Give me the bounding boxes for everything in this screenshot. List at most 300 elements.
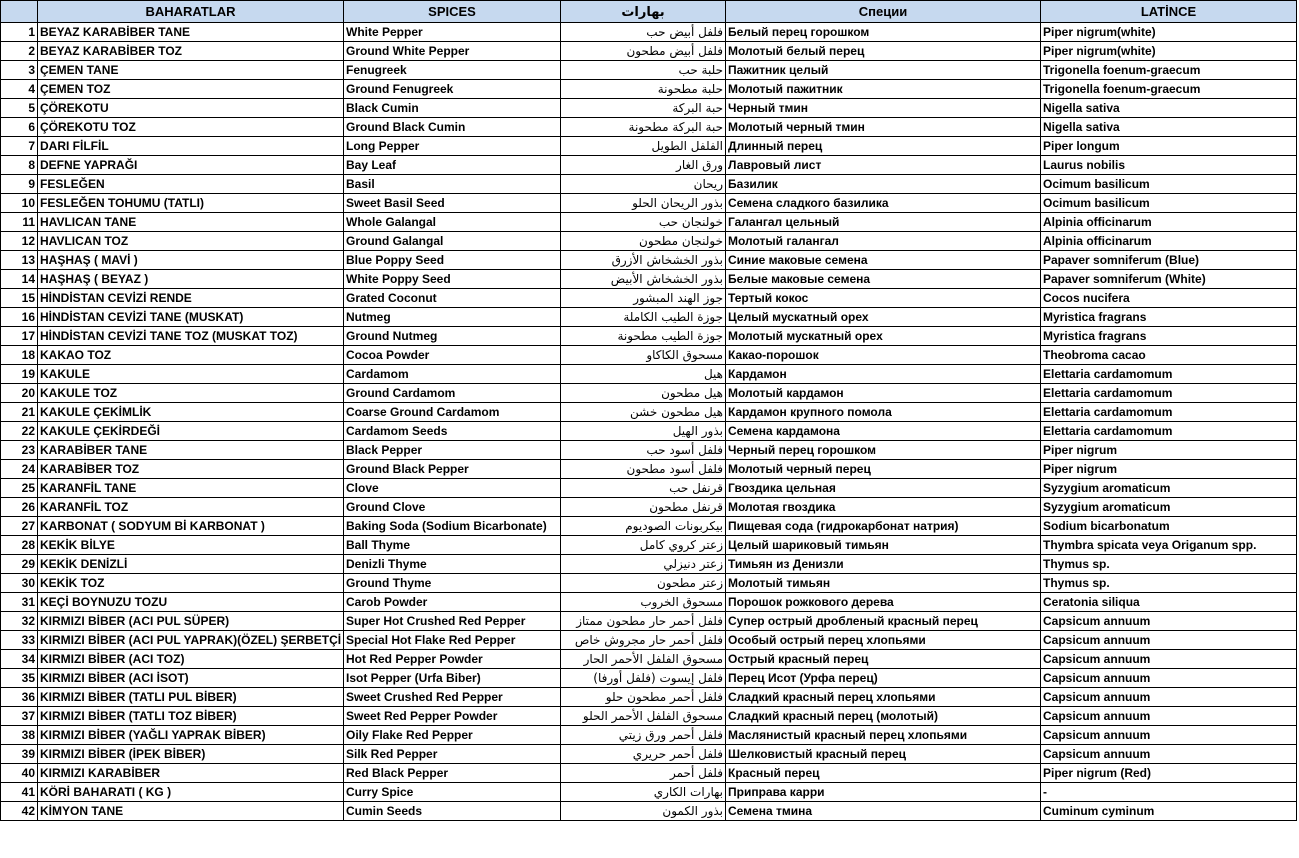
english-name-cell[interactable]: Bay Leaf (344, 156, 561, 175)
latin-name-cell[interactable]: Ceratonia siliqua (1041, 593, 1297, 612)
row-number-cell[interactable]: 33 (1, 631, 38, 650)
latin-name-cell[interactable]: Syzygium aromaticum (1041, 479, 1297, 498)
arabic-name-cell[interactable]: حبة البركة (561, 99, 726, 118)
turkish-name-cell[interactable]: KEKİK DENİZLİ (38, 555, 344, 574)
latin-name-cell[interactable]: Sodium bicarbonatum (1041, 517, 1297, 536)
header-baharatlar[interactable]: BAHARATLAR (38, 1, 344, 23)
table-row (1, 555, 1297, 574)
russian-name-cell[interactable]: Молотый тимьян (726, 574, 1041, 593)
arabic-name-cell[interactable]: فلفل أحمر حار مطحون ممتاز (561, 612, 726, 631)
arabic-name-cell[interactable]: حلبة حب (561, 61, 726, 80)
russian-name-cell[interactable]: Гвоздика цельная (726, 479, 1041, 498)
russian-name-cell[interactable]: Сладкий красный перец (молотый) (726, 707, 1041, 726)
russian-name-cell[interactable]: Какао-порошок (726, 346, 1041, 365)
header-latince[interactable]: LATİNCE (1041, 1, 1297, 23)
turkish-name-cell[interactable]: KIRMIZI BİBER (TATLI TOZ BİBER) (38, 707, 344, 726)
turkish-name-cell[interactable]: HİNDİSTAN CEVİZİ TANE (MUSKAT) (38, 308, 344, 327)
arabic-name-cell[interactable]: فلفل أسود حب (561, 441, 726, 460)
english-name-cell[interactable]: White Pepper (344, 23, 561, 42)
english-name-cell[interactable]: Clove (344, 479, 561, 498)
turkish-name-cell[interactable]: KARABİBER TANE (38, 441, 344, 460)
latin-name-cell[interactable]: Elettaria cardamomum (1041, 403, 1297, 422)
turkish-name-cell[interactable]: ÇÖREKOTU (38, 99, 344, 118)
row-number-cell[interactable]: 19 (1, 365, 38, 384)
russian-name-cell[interactable]: Кардамон крупного помола (726, 403, 1041, 422)
table-row (1, 289, 1297, 308)
arabic-name-cell[interactable]: فلفل أحمر ورق زيتي (561, 726, 726, 745)
turkish-name-cell[interactable]: KEKİK TOZ (38, 574, 344, 593)
arabic-name-cell[interactable]: خولنجان مطحون (561, 232, 726, 251)
russian-name-cell[interactable]: Порошок рожкового дерева (726, 593, 1041, 612)
latin-name-cell[interactable]: Capsicum annuum (1041, 631, 1297, 650)
table-row (1, 270, 1297, 289)
row-number-cell[interactable]: 6 (1, 118, 38, 137)
latin-name-cell[interactable]: Alpinia officinarum (1041, 232, 1297, 251)
russian-name-cell[interactable]: Лавровый лист (726, 156, 1041, 175)
arabic-name-cell[interactable]: ورق الغار (561, 156, 726, 175)
russian-name-cell[interactable]: Тимьян из Денизли (726, 555, 1041, 574)
table-row (1, 346, 1297, 365)
turkish-name-cell[interactable]: KEÇİ BOYNUZU TOZU (38, 593, 344, 612)
russian-name-cell[interactable]: Молотая гвоздика (726, 498, 1041, 517)
row-number-cell[interactable]: 37 (1, 707, 38, 726)
english-name-cell[interactable]: Red Black Pepper (344, 764, 561, 783)
arabic-name-cell[interactable]: مسحوق الخروب (561, 593, 726, 612)
russian-name-cell[interactable]: Перец Исот (Урфа перец) (726, 669, 1041, 688)
latin-name-cell[interactable]: - (1041, 783, 1297, 802)
turkish-name-cell[interactable]: BEYAZ KARABİBER TOZ (38, 42, 344, 61)
row-number-cell[interactable]: 28 (1, 536, 38, 555)
row-number-cell[interactable]: 11 (1, 213, 38, 232)
turkish-name-cell[interactable]: HAŞHAŞ ( BEYAZ ) (38, 270, 344, 289)
row-number-cell[interactable]: 7 (1, 137, 38, 156)
row-number-cell[interactable]: 24 (1, 460, 38, 479)
row-number-cell[interactable]: 29 (1, 555, 38, 574)
arabic-name-cell[interactable]: قرنفل مطحون (561, 498, 726, 517)
arabic-name-cell[interactable]: هيل مطحون (561, 384, 726, 403)
latin-name-cell[interactable]: Elettaria cardamomum (1041, 365, 1297, 384)
arabic-name-cell[interactable]: زعتر كروي كامل (561, 536, 726, 555)
english-name-cell[interactable]: Super Hot Crushed Red Pepper (344, 612, 561, 631)
english-name-cell[interactable]: Basil (344, 175, 561, 194)
russian-name-cell[interactable]: Маслянистый красный перец хлопьями (726, 726, 1041, 745)
turkish-name-cell[interactable]: ÇEMEN TOZ (38, 80, 344, 99)
turkish-name-cell[interactable]: HAVLICAN TOZ (38, 232, 344, 251)
latin-name-cell[interactable]: Capsicum annuum (1041, 612, 1297, 631)
arabic-name-cell[interactable]: بذور الخشخاش الأزرق (561, 251, 726, 270)
turkish-name-cell[interactable]: KİMYON TANE (38, 802, 344, 821)
english-name-cell[interactable]: Ground Black Pepper (344, 460, 561, 479)
table-row (1, 593, 1297, 612)
row-number-cell[interactable]: 16 (1, 308, 38, 327)
english-name-cell[interactable]: Cardamom Seeds (344, 422, 561, 441)
arabic-name-cell[interactable]: فلفل أبيض حب (561, 23, 726, 42)
arabic-name-cell[interactable]: فلفل أحمر حار مجروش خاص (561, 631, 726, 650)
table-row (1, 441, 1297, 460)
english-name-cell[interactable]: Black Cumin (344, 99, 561, 118)
russian-name-cell[interactable]: Целый шариковый тимьян (726, 536, 1041, 555)
row-number-cell[interactable]: 10 (1, 194, 38, 213)
table-row (1, 688, 1297, 707)
table-row (1, 175, 1297, 194)
row-number-cell[interactable]: 23 (1, 441, 38, 460)
latin-name-cell[interactable]: Capsicum annuum (1041, 707, 1297, 726)
turkish-name-cell[interactable]: KIRMIZI BİBER (ACI İSOT) (38, 669, 344, 688)
russian-name-cell[interactable]: Молотый черный перец (726, 460, 1041, 479)
arabic-name-cell[interactable]: فلفل إيسوت (فلفل أورفا) (561, 669, 726, 688)
turkish-name-cell[interactable]: KARANFİL TOZ (38, 498, 344, 517)
header-row (1, 1, 1297, 23)
table-row (1, 764, 1297, 783)
latin-name-cell[interactable]: Capsicum annuum (1041, 688, 1297, 707)
latin-name-cell[interactable]: Laurus nobilis (1041, 156, 1297, 175)
row-number-cell[interactable]: 30 (1, 574, 38, 593)
row-number-cell[interactable]: 1 (1, 23, 38, 42)
arabic-name-cell[interactable]: هيل (561, 365, 726, 384)
english-name-cell[interactable]: Ball Thyme (344, 536, 561, 555)
row-number-cell[interactable]: 31 (1, 593, 38, 612)
turkish-name-cell[interactable]: KARBONAT ( SODYUM Bİ KARBONAT ) (38, 517, 344, 536)
turkish-name-cell[interactable]: HAVLICAN TANE (38, 213, 344, 232)
table-row (1, 422, 1297, 441)
turkish-name-cell[interactable]: KIRMIZI BİBER (TATLI PUL BİBER) (38, 688, 344, 707)
turkish-name-cell[interactable]: KAKULE (38, 365, 344, 384)
table-row (1, 536, 1297, 555)
row-number-cell[interactable]: 20 (1, 384, 38, 403)
russian-name-cell[interactable]: Шелковистый красный перец (726, 745, 1041, 764)
arabic-name-cell[interactable]: زعتر مطحون (561, 574, 726, 593)
russian-name-cell[interactable]: Белые маковые семена (726, 270, 1041, 289)
english-name-cell[interactable]: Carob Powder (344, 593, 561, 612)
table-row (1, 23, 1297, 42)
table-row (1, 669, 1297, 688)
row-number-cell[interactable]: 3 (1, 61, 38, 80)
table-row (1, 384, 1297, 403)
turkish-name-cell[interactable]: KIRMIZI KARABİBER (38, 764, 344, 783)
arabic-name-cell[interactable]: فلفل أسود مطحون (561, 460, 726, 479)
russian-name-cell[interactable]: Синие маковые семена (726, 251, 1041, 270)
russian-name-cell[interactable]: Длинный перец (726, 137, 1041, 156)
russian-name-cell[interactable]: Кардамон (726, 365, 1041, 384)
latin-name-cell[interactable]: Capsicum annuum (1041, 745, 1297, 764)
latin-name-cell[interactable]: Ocimum basilicum (1041, 175, 1297, 194)
row-number-cell[interactable]: 42 (1, 802, 38, 821)
turkish-name-cell[interactable]: HİNDİSTAN CEVİZİ RENDE (38, 289, 344, 308)
latin-name-cell[interactable]: Piper longum (1041, 137, 1297, 156)
turkish-name-cell[interactable]: DARI FİLFİL (38, 137, 344, 156)
turkish-name-cell[interactable]: FESLEĞEN (38, 175, 344, 194)
english-name-cell[interactable]: Isot Pepper (Urfa Biber) (344, 669, 561, 688)
russian-name-cell[interactable]: Приправа карри (726, 783, 1041, 802)
latin-name-cell[interactable]: Trigonella foenum-graecum (1041, 61, 1297, 80)
russian-name-cell[interactable]: Молотый белый перец (726, 42, 1041, 61)
header-spices[interactable]: SPICES (344, 1, 561, 23)
russian-name-cell[interactable]: Пищевая сода (гидрокарбонат натрия) (726, 517, 1041, 536)
row-number-cell[interactable]: 13 (1, 251, 38, 270)
row-number-cell[interactable]: 38 (1, 726, 38, 745)
row-number-cell[interactable]: 9 (1, 175, 38, 194)
english-name-cell[interactable]: Fenugreek (344, 61, 561, 80)
table-row (1, 365, 1297, 384)
table-row (1, 802, 1297, 821)
english-name-cell[interactable]: Ground Galangal (344, 232, 561, 251)
english-name-cell[interactable]: Long Pepper (344, 137, 561, 156)
arabic-name-cell[interactable]: مسحوق الفلفل الأحمر الحلو (561, 707, 726, 726)
english-name-cell[interactable]: Ground Black Cumin (344, 118, 561, 137)
russian-name-cell[interactable]: Острый красный перец (726, 650, 1041, 669)
latin-name-cell[interactable]: Elettaria cardamomum (1041, 384, 1297, 403)
row-number-cell[interactable]: 35 (1, 669, 38, 688)
table-row (1, 42, 1297, 61)
english-name-cell[interactable]: Sweet Basil Seed (344, 194, 561, 213)
row-number-cell[interactable]: 4 (1, 80, 38, 99)
row-number-cell[interactable]: 39 (1, 745, 38, 764)
row-number-cell[interactable]: 8 (1, 156, 38, 175)
row-number-cell[interactable]: 15 (1, 289, 38, 308)
english-name-cell[interactable]: Nutmeg (344, 308, 561, 327)
russian-name-cell[interactable]: Тертый кокос (726, 289, 1041, 308)
row-number-cell[interactable]: 41 (1, 783, 38, 802)
table-row (1, 327, 1297, 346)
turkish-name-cell[interactable]: FESLEĞEN TOHUMU (TATLI) (38, 194, 344, 213)
arabic-name-cell[interactable]: جوزة الطيب الكاملة (561, 308, 726, 327)
turkish-name-cell[interactable]: KAKULE TOZ (38, 384, 344, 403)
arabic-name-cell[interactable]: زعتر دنيزلي (561, 555, 726, 574)
table-row (1, 251, 1297, 270)
table-row (1, 194, 1297, 213)
table-row (1, 574, 1297, 593)
russian-name-cell[interactable]: Сладкий красный перец хлопьями (726, 688, 1041, 707)
latin-name-cell[interactable]: Papaver somniferum (White) (1041, 270, 1297, 289)
arabic-name-cell[interactable]: بذور الخشخاش الأبيض (561, 270, 726, 289)
table-header (1, 1, 1297, 23)
latin-name-cell[interactable]: Piper nigrum (1041, 441, 1297, 460)
turkish-name-cell[interactable]: KÖRİ BAHARATI ( KG ) (38, 783, 344, 802)
russian-name-cell[interactable]: Пажитник целый (726, 61, 1041, 80)
table-row (1, 650, 1297, 669)
russian-name-cell[interactable]: Базилик (726, 175, 1041, 194)
row-number-cell[interactable]: 18 (1, 346, 38, 365)
turkish-name-cell[interactable]: KIRMIZI BİBER (ACI TOZ) (38, 650, 344, 669)
latin-name-cell[interactable]: Papaver somniferum (Blue) (1041, 251, 1297, 270)
english-name-cell[interactable]: Baking Soda (Sodium Bicarbonate) (344, 517, 561, 536)
arabic-name-cell[interactable]: حلبة مطحونة (561, 80, 726, 99)
turkish-name-cell[interactable]: KAKAO TOZ (38, 346, 344, 365)
turkish-name-cell[interactable]: KAKULE ÇEKİRDEĞİ (38, 422, 344, 441)
russian-name-cell[interactable]: Белый перец горошком (726, 23, 1041, 42)
table-row (1, 707, 1297, 726)
russian-name-cell[interactable]: Молотый галангал (726, 232, 1041, 251)
english-name-cell[interactable]: Ground White Pepper (344, 42, 561, 61)
table-row (1, 612, 1297, 631)
latin-name-cell[interactable]: Nigella sativa (1041, 118, 1297, 137)
latin-name-cell[interactable]: Myristica fragrans (1041, 327, 1297, 346)
russian-name-cell[interactable]: Черный перец горошком (726, 441, 1041, 460)
english-name-cell[interactable]: Cocoa Powder (344, 346, 561, 365)
russian-name-cell[interactable]: Целый мускатный орех (726, 308, 1041, 327)
latin-name-cell[interactable]: Elettaria cardamomum (1041, 422, 1297, 441)
english-name-cell[interactable]: Silk Red Pepper (344, 745, 561, 764)
russian-name-cell[interactable]: Особый острый перец хлопьями (726, 631, 1041, 650)
arabic-name-cell[interactable]: خولنجان حب (561, 213, 726, 232)
latin-name-cell[interactable]: Alpinia officinarum (1041, 213, 1297, 232)
arabic-name-cell[interactable]: بذور الهيل (561, 422, 726, 441)
russian-name-cell[interactable]: Красный перец (726, 764, 1041, 783)
russian-name-cell[interactable]: Семена тмина (726, 802, 1041, 821)
english-name-cell[interactable]: Special Hot Flake Red Pepper (344, 631, 561, 650)
latin-name-cell[interactable]: Capsicum annuum (1041, 669, 1297, 688)
arabic-name-cell[interactable]: بذور الكمون (561, 802, 726, 821)
turkish-name-cell[interactable]: KEKİK BİLYE (38, 536, 344, 555)
turkish-name-cell[interactable]: KIRMIZI BİBER (ACI PUL YAPRAK)(ÖZEL) ŞERBETÇİ (38, 631, 344, 650)
russian-name-cell[interactable]: Молотый мускатный орех (726, 327, 1041, 346)
latin-name-cell[interactable]: Piper nigrum(white) (1041, 42, 1297, 61)
arabic-name-cell[interactable]: الفلفل الطويل (561, 137, 726, 156)
turkish-name-cell[interactable]: KARANFİL TANE (38, 479, 344, 498)
latin-name-cell[interactable]: Thymbra spicata veya Origanum spp. (1041, 536, 1297, 555)
header-index[interactable] (1, 1, 38, 23)
english-name-cell[interactable]: Coarse Ground Cardamom (344, 403, 561, 422)
arabic-name-cell[interactable]: حبة البركة مطحونة (561, 118, 726, 137)
english-name-cell[interactable]: Whole Galangal (344, 213, 561, 232)
turkish-name-cell[interactable]: DEFNE YAPRAĞI (38, 156, 344, 175)
latin-name-cell[interactable]: Piper nigrum (Red) (1041, 764, 1297, 783)
table-body (1, 23, 1297, 821)
turkish-name-cell[interactable]: ÇEMEN TANE (38, 61, 344, 80)
turkish-name-cell[interactable]: KARABİBER TOZ (38, 460, 344, 479)
row-number-cell[interactable]: 12 (1, 232, 38, 251)
table-row (1, 213, 1297, 232)
english-name-cell[interactable]: Curry Spice (344, 783, 561, 802)
english-name-cell[interactable]: Sweet Crushed Red Pepper (344, 688, 561, 707)
english-name-cell[interactable]: Ground Thyme (344, 574, 561, 593)
latin-name-cell[interactable]: Thymus sp. (1041, 555, 1297, 574)
russian-name-cell[interactable]: Черный тмин (726, 99, 1041, 118)
arabic-name-cell[interactable]: فلفل أحمر مطحون حلو (561, 688, 726, 707)
table-row (1, 80, 1297, 99)
english-name-cell[interactable]: Ground Cardamom (344, 384, 561, 403)
english-name-cell[interactable]: Cumin Seeds (344, 802, 561, 821)
russian-name-cell[interactable]: Молотый черный тмин (726, 118, 1041, 137)
arabic-name-cell[interactable]: بيكربونات الصوديوم (561, 517, 726, 536)
arabic-name-cell[interactable]: فلفل أبيض مطحون (561, 42, 726, 61)
row-number-cell[interactable]: 32 (1, 612, 38, 631)
latin-name-cell[interactable]: Piper nigrum(white) (1041, 23, 1297, 42)
header-arabic[interactable]: بهارات (561, 1, 726, 23)
arabic-name-cell[interactable]: ريحان (561, 175, 726, 194)
row-number-cell[interactable]: 25 (1, 479, 38, 498)
table-row (1, 783, 1297, 802)
arabic-name-cell[interactable]: بذور الريحان الحلو (561, 194, 726, 213)
english-name-cell[interactable]: Ground Fenugreek (344, 80, 561, 99)
arabic-name-cell[interactable]: مسحوق الفلفل الأحمر الحار (561, 650, 726, 669)
table-row (1, 308, 1297, 327)
russian-name-cell[interactable]: Семена сладкого базилика (726, 194, 1041, 213)
latin-name-cell[interactable]: Piper nigrum (1041, 460, 1297, 479)
table-row (1, 403, 1297, 422)
turkish-name-cell[interactable]: KIRMIZI BİBER (YAĞLI YAPRAK BİBER) (38, 726, 344, 745)
latin-name-cell[interactable]: Ocimum basilicum (1041, 194, 1297, 213)
table-row (1, 460, 1297, 479)
latin-name-cell[interactable]: Capsicum annuum (1041, 726, 1297, 745)
arabic-name-cell[interactable]: قرنفل حب (561, 479, 726, 498)
latin-name-cell[interactable]: Theobroma cacao (1041, 346, 1297, 365)
row-number-cell[interactable]: 14 (1, 270, 38, 289)
english-name-cell[interactable]: Sweet Red Pepper Powder (344, 707, 561, 726)
turkish-name-cell[interactable]: HİNDİSTAN CEVİZİ TANE TOZ (MUSKAT TOZ) (38, 327, 344, 346)
row-number-cell[interactable]: 17 (1, 327, 38, 346)
table-row (1, 61, 1297, 80)
english-name-cell[interactable]: Ground Clove (344, 498, 561, 517)
turkish-name-cell[interactable]: KIRMIZI BİBER (İPEK BİBER) (38, 745, 344, 764)
turkish-name-cell[interactable]: KAKULE ÇEKİMLİK (38, 403, 344, 422)
table-row (1, 156, 1297, 175)
turkish-name-cell[interactable]: KIRMIZI BİBER (ACI PUL SÜPER) (38, 612, 344, 631)
arabic-name-cell[interactable]: مسحوق الكاكاو (561, 346, 726, 365)
english-name-cell[interactable]: Ground Nutmeg (344, 327, 561, 346)
row-number-cell[interactable]: 36 (1, 688, 38, 707)
turkish-name-cell[interactable]: ÇÖREKOTU TOZ (38, 118, 344, 137)
arabic-name-cell[interactable]: جوزة الطيب مطحونة (561, 327, 726, 346)
latin-name-cell[interactable]: Cocos nucifera (1041, 289, 1297, 308)
arabic-name-cell[interactable]: فلفل أحمر (561, 764, 726, 783)
english-name-cell[interactable]: Oily Flake Red Pepper (344, 726, 561, 745)
latin-name-cell[interactable]: Myristica fragrans (1041, 308, 1297, 327)
english-name-cell[interactable]: Denizli Thyme (344, 555, 561, 574)
latin-name-cell[interactable]: Cuminum cyminum (1041, 802, 1297, 821)
russian-name-cell[interactable]: Молотый пажитник (726, 80, 1041, 99)
russian-name-cell[interactable]: Супер острый дробленый красный перец (726, 612, 1041, 631)
table-row (1, 232, 1297, 251)
russian-name-cell[interactable]: Галангал цельный (726, 213, 1041, 232)
latin-name-cell[interactable]: Nigella sativa (1041, 99, 1297, 118)
english-name-cell[interactable]: Blue Poppy Seed (344, 251, 561, 270)
english-name-cell[interactable]: Cardamom (344, 365, 561, 384)
arabic-name-cell[interactable]: هيل مطحون خشن (561, 403, 726, 422)
english-name-cell[interactable]: White Poppy Seed (344, 270, 561, 289)
arabic-name-cell[interactable]: جوز الهند المبشور (561, 289, 726, 308)
russian-name-cell[interactable]: Семена кардамона (726, 422, 1041, 441)
table-row (1, 137, 1297, 156)
turkish-name-cell[interactable]: HAŞHAŞ ( MAVİ ) (38, 251, 344, 270)
russian-name-cell[interactable]: Молотый кардамон (726, 384, 1041, 403)
row-number-cell[interactable]: 27 (1, 517, 38, 536)
latin-name-cell[interactable]: Syzygium aromaticum (1041, 498, 1297, 517)
arabic-name-cell[interactable]: بهارات الكاري (561, 783, 726, 802)
row-number-cell[interactable]: 22 (1, 422, 38, 441)
latin-name-cell[interactable]: Capsicum annuum (1041, 650, 1297, 669)
row-number-cell[interactable]: 2 (1, 42, 38, 61)
table-row (1, 726, 1297, 745)
arabic-name-cell[interactable]: فلفل أحمر حريري (561, 745, 726, 764)
row-number-cell[interactable]: 21 (1, 403, 38, 422)
row-number-cell[interactable]: 26 (1, 498, 38, 517)
table-row (1, 745, 1297, 764)
english-name-cell[interactable]: Black Pepper (344, 441, 561, 460)
row-number-cell[interactable]: 40 (1, 764, 38, 783)
header-russian[interactable]: Специи (726, 1, 1041, 23)
english-name-cell[interactable]: Hot Red Pepper Powder (344, 650, 561, 669)
table-row (1, 498, 1297, 517)
latin-name-cell[interactable]: Trigonella foenum-graecum (1041, 80, 1297, 99)
table-row (1, 631, 1297, 650)
row-number-cell[interactable]: 5 (1, 99, 38, 118)
row-number-cell[interactable]: 34 (1, 650, 38, 669)
table-row (1, 99, 1297, 118)
latin-name-cell[interactable]: Thymus sp. (1041, 574, 1297, 593)
turkish-name-cell[interactable]: BEYAZ KARABİBER TANE (38, 23, 344, 42)
english-name-cell[interactable]: Grated Coconut (344, 289, 561, 308)
